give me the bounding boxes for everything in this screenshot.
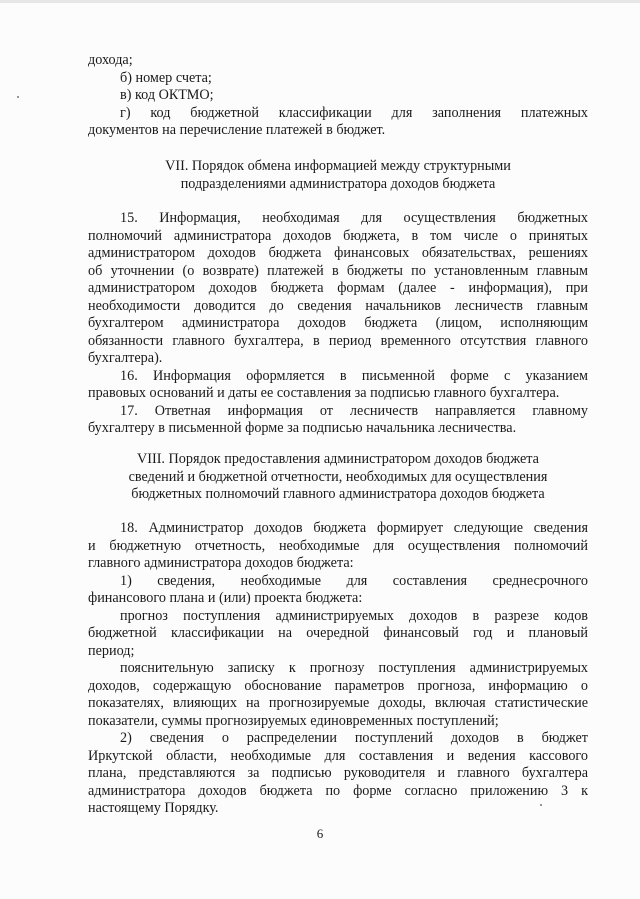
- text-line: администратором доходов бюджета финансовых обязательствах, решениях: [88, 245, 588, 261]
- text-line: главного администратора доходов бюджета:: [88, 555, 354, 571]
- text-line: пояснительную записку к прогнозу поступления администрируемых: [120, 660, 588, 676]
- text-line: показателях, влияющих на прогнозируемые доходы, включая статистические: [88, 695, 588, 711]
- scan-edge: [0, 0, 640, 3]
- text-line: показатели, суммы прогнозируемых единовременных поступлений;: [88, 712, 499, 729]
- section-heading-7: [88, 158, 588, 193]
- text-line: плана, представляются за подписью руководителя и главного бухгалтера: [88, 765, 588, 781]
- text-line: документов на перечисление платежей в бюджет.: [88, 122, 386, 138]
- text-line: администратора доходов бюджета по форме согласно приложению 3 к: [88, 782, 588, 799]
- text-line: финансового плана и (или) проекта бюджета:: [88, 590, 363, 606]
- text-line: 17. Ответная информация от лесничеств направляется главному: [120, 402, 588, 419]
- text-line: бухгалтером администратора доходов бюджета (лицом, исполняющим: [88, 315, 588, 331]
- page-number: 6: [316, 826, 324, 841]
- text-line: обязанности главного бухгалтера, в период временного отсутствия главного: [88, 332, 588, 349]
- text-line: администратором доходов бюджета формам (далее - информация), при: [88, 280, 588, 296]
- section-8-body: [88, 520, 588, 818]
- text-line: прогноз поступления администрируемых доходов в разрезе кодов: [120, 607, 588, 624]
- text-line: полномочий администратора доходов бюджета, в том числе о принятых: [88, 227, 588, 244]
- text-line: 15. Информация, необходимая для осуществления бюджетных: [120, 210, 588, 226]
- heading-line: VIII. Порядок предоставления администратором доходов бюджета: [137, 451, 539, 467]
- text-line: б) номер счета;: [120, 69, 212, 86]
- text-line: 2) сведения о распределении поступлений доходов в бюджет: [120, 730, 588, 746]
- heading-line: VII. Порядок обмена информацией между структурными: [165, 158, 511, 174]
- text-line: 1) сведения, необходимые для составления среднесрочного: [120, 572, 588, 589]
- text-line: бухгалтера).: [88, 350, 163, 366]
- section-7-body: [88, 210, 588, 438]
- text-line: 16. Информация оформляется в письменной форме с указанием: [120, 367, 588, 384]
- text-line: г) код бюджетной классификации для заполнения платежных: [120, 104, 588, 121]
- text-line: бухгалтеру в письменной форме за подписью начальника лесничества.: [88, 420, 517, 436]
- text-line: об уточнении (о возврате) платежей в бюджеты по установленным главным: [88, 262, 588, 279]
- list-b-v-g: [88, 52, 588, 140]
- text-line: настоящему Порядку.: [88, 800, 219, 816]
- text-line: Иркутской области, необходимые для составления и ведения кассового: [88, 747, 588, 764]
- text-line: в) код ОКТМО;: [120, 87, 214, 103]
- text-line: бюджетной классификации на очередной финансовый год и плановый: [88, 625, 588, 641]
- text-line: необходимости доводится до сведения начальников лесничеств главным: [88, 297, 588, 314]
- heading-line: бюджетных полномочий главного администратора доходов бюджета: [131, 486, 545, 502]
- section-heading-8: [88, 451, 588, 504]
- heading-line: подразделениями администратора доходов бюджета: [180, 175, 496, 192]
- text-line: период;: [88, 642, 135, 659]
- text-line: дохода;: [88, 52, 133, 68]
- heading-line: сведений и бюджетной отчетности, необходимых для осуществления: [128, 468, 548, 485]
- text-line: доходов, содержащую обоснование параметров прогноза, информацию о: [88, 677, 588, 694]
- text-line: правовых оснований и даты ее составления за подписью главного бухгалтера.: [88, 385, 560, 401]
- text-line: 18. Администратор доходов бюджета формирует следующие сведения: [120, 520, 588, 536]
- scan-speck: [17, 96, 19, 98]
- text-line: и бюджетную отчетность, необходимые для осуществления полномочий: [88, 537, 588, 554]
